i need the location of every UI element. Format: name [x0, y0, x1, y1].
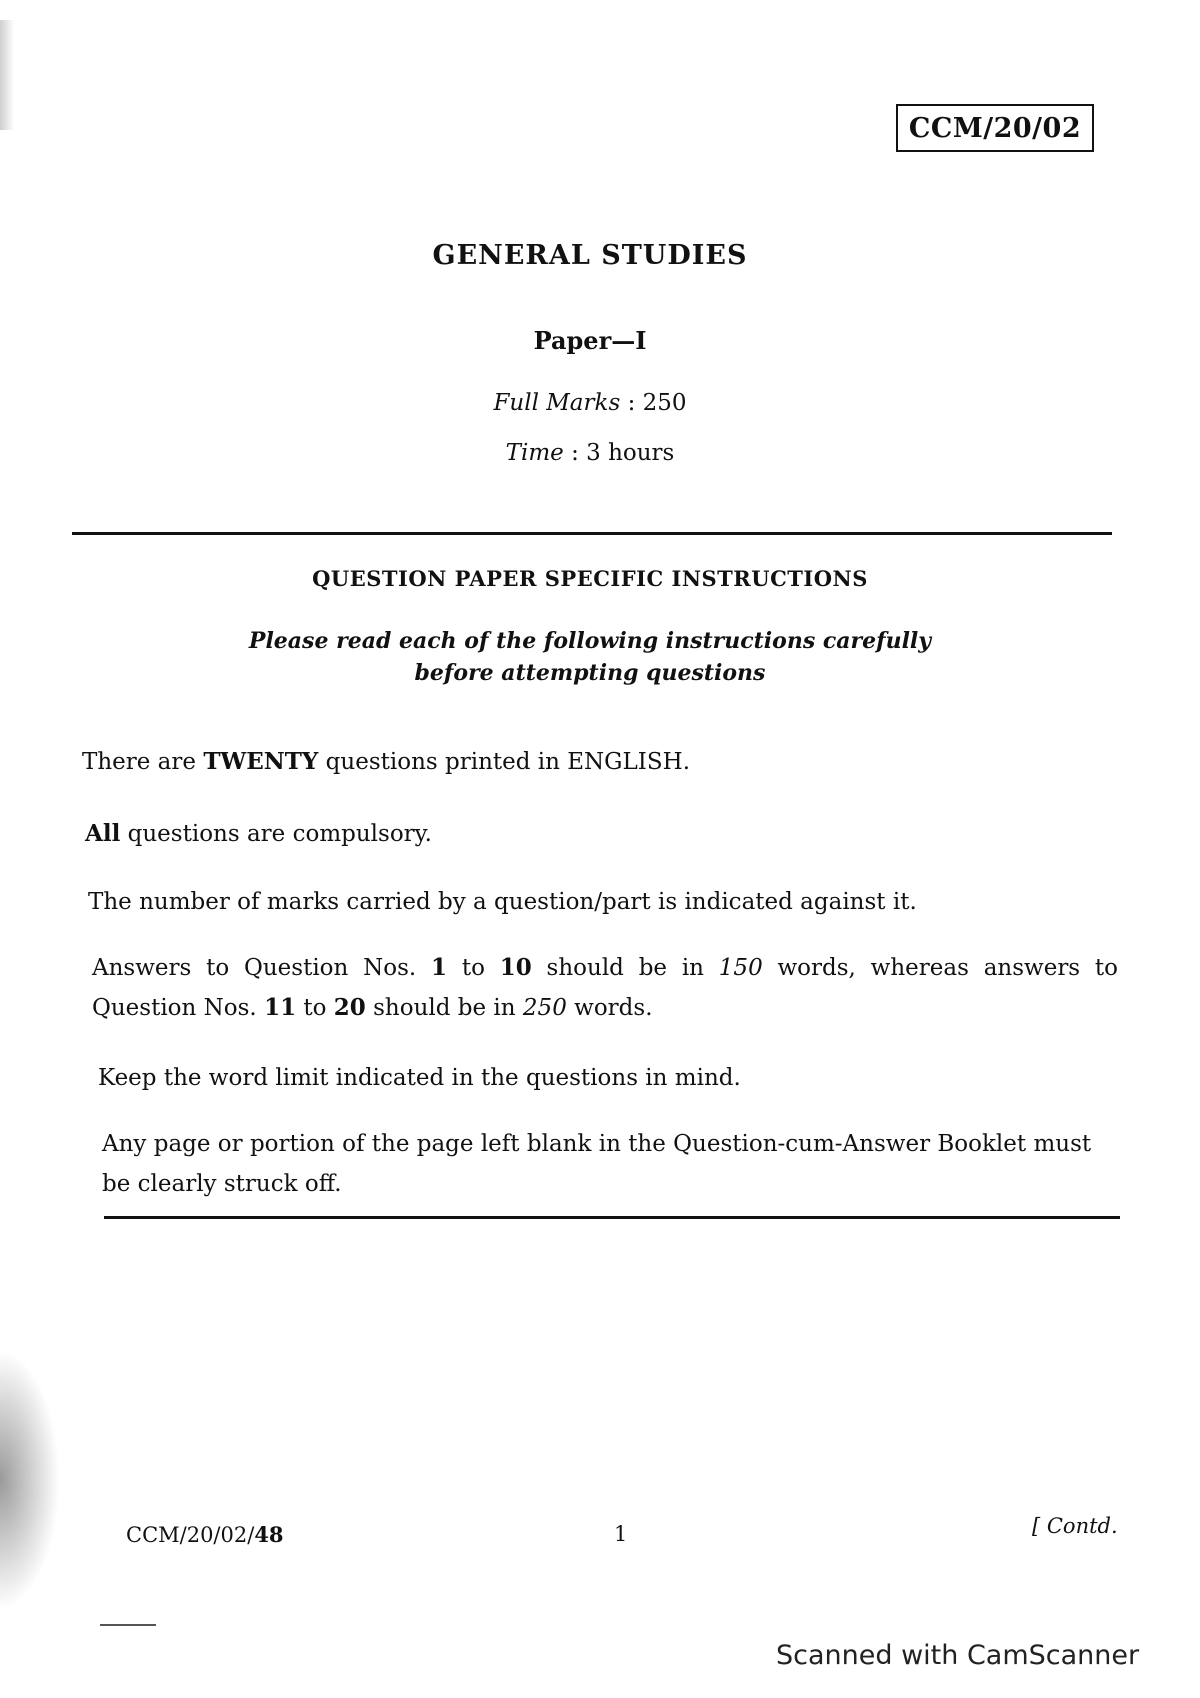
scan-shadow-bottom — [0, 1350, 60, 1610]
divider-top — [72, 532, 1112, 535]
text: words, whereas answers to Question Nos. — [92, 955, 1118, 1021]
word-count: 250 — [522, 995, 567, 1021]
emphasis: TWENTY — [203, 748, 319, 775]
text: questions are compulsory. — [120, 821, 432, 847]
text: Answers to Question Nos. — [92, 955, 432, 981]
instruction-marks: The number of marks carried by a question/part is indicated against it. — [88, 889, 917, 915]
instructions-subheading-line1: Please read each of the following instructions carefully — [248, 628, 932, 654]
divider-bottom — [104, 1216, 1120, 1219]
instruction-compulsory — [85, 814, 432, 854]
instruction-word-limit-reminder: Keep the word limit indicated in the questions in mind. — [98, 1065, 741, 1091]
text: There are — [82, 749, 204, 775]
footer-short-rule — [100, 1624, 156, 1626]
instruction-blank-pages: Any page or portion of the page left blank in the Question-cum-Answer Booklet must be clearly struck off. — [102, 1131, 1092, 1197]
question-number: 10 — [499, 954, 532, 981]
question-number: 11 — [264, 994, 297, 1021]
page-number: 1 — [614, 1522, 628, 1546]
full-marks-label: Full Marks — [493, 390, 621, 416]
text: to — [296, 995, 334, 1021]
full-marks-line — [0, 390, 1180, 416]
text: should be in — [531, 955, 719, 981]
scanner-watermark: Scanned with CamScanner — [776, 1640, 1140, 1671]
paper-label: Paper—I — [533, 326, 647, 355]
time-value: 3 hours — [586, 440, 675, 466]
text: words. — [566, 995, 653, 1021]
continued-text: [ Contd. — [1032, 1514, 1118, 1538]
paper-code: CCM/20/02 — [908, 112, 1082, 144]
question-number: 1 — [431, 954, 448, 981]
instruction-word-limits — [92, 948, 1118, 1028]
text: to — [447, 955, 500, 981]
emphasis: All — [85, 820, 121, 847]
time-line — [0, 440, 1180, 466]
text: should be in — [365, 995, 523, 1021]
instruction-question-count — [82, 742, 690, 782]
footer-code-suffix: 48 — [254, 1522, 284, 1547]
text: questions printed in ENGLISH. — [318, 749, 691, 775]
full-marks-value: 250 — [642, 390, 687, 416]
paper-code-box — [896, 104, 1094, 152]
footer-code-prefix: CCM/20/02/ — [126, 1523, 255, 1547]
time-separator: : — [571, 440, 587, 466]
question-number: 20 — [333, 994, 366, 1021]
full-marks-separator: : — [627, 390, 643, 416]
time-label: Time — [505, 440, 564, 466]
scan-shadow-top — [0, 20, 14, 130]
footer-paper-code — [126, 1522, 284, 1547]
word-count: 150 — [718, 955, 763, 981]
instructions-subheading-line2: before attempting questions — [414, 660, 766, 686]
continued-marker — [1032, 1514, 1118, 1538]
instructions-heading: QUESTION PAPER SPECIFIC INSTRUCTIONS — [312, 566, 868, 591]
document-title: GENERAL STUDIES — [432, 240, 748, 271]
